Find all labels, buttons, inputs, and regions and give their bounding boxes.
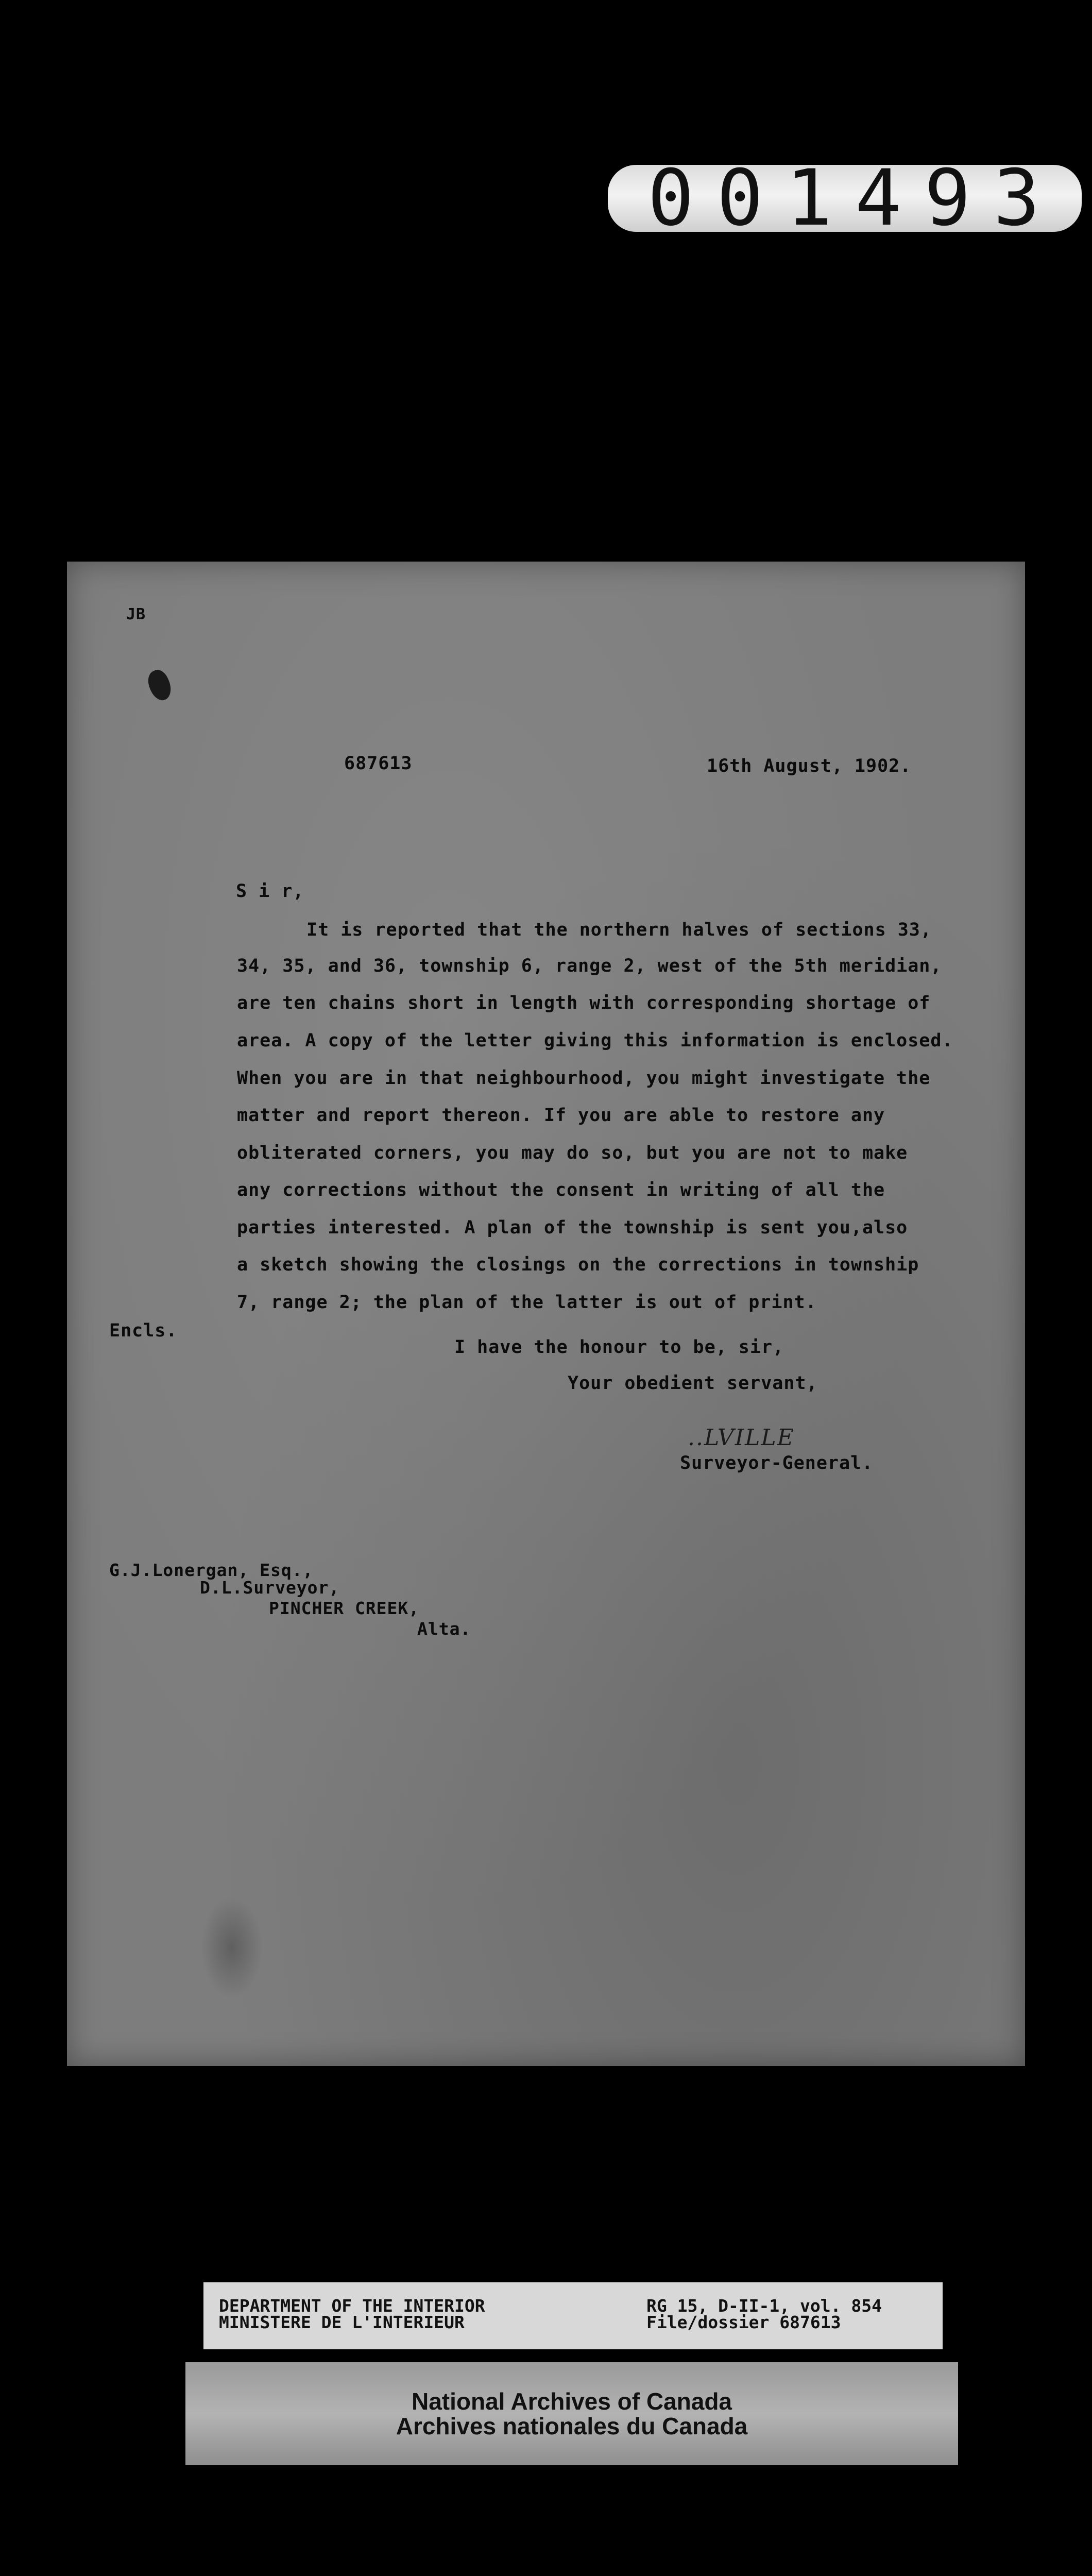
paper-smudge: [201, 1896, 263, 1999]
salutation: S i r,: [236, 881, 304, 902]
corner-mark: JB: [126, 605, 146, 623]
enclosure-note: Encls.: [109, 1320, 178, 1341]
body-line: obliterated corners, you may do so, but you are not to make: [237, 1143, 908, 1163]
body-line: When you are in that neighbourhood, you might investigate the: [237, 1068, 931, 1089]
archive-label: [203, 2282, 943, 2349]
body-line: a sketch showing the closings on the corrections in township: [237, 1255, 919, 1275]
department-english: DEPARTMENT OF THE INTERIOR: [219, 2296, 485, 2316]
addressee-line: Alta.: [417, 1619, 471, 1639]
addressee-line: PINCHER CREEK,: [269, 1598, 420, 1618]
frame-number-plate: 001493: [608, 165, 1082, 232]
archive-file-number: File/dossier 687613: [646, 2312, 841, 2332]
addressee-line: G.J.Lonergan, Esq.,: [109, 1560, 314, 1580]
body-line: It is reported that the northern halves of sections 33,: [306, 920, 932, 940]
body-line: any corrections without the consent in writing of all the: [237, 1180, 885, 1200]
signer-title: Surveyor-General.: [680, 1453, 874, 1473]
closing-line: Your obedient servant,: [568, 1373, 818, 1394]
archives-stamp: [185, 2362, 958, 2465]
body-line: are ten chains short in length with corresponding shortage of: [237, 993, 931, 1013]
body-line: matter and report thereon. If you are able to restore any: [237, 1105, 885, 1126]
archives-name-english: National Archives of Canada: [411, 2388, 732, 2415]
signature: ..LVILLE: [688, 1425, 795, 1451]
body-line: parties interested. A plan of the township is sent you,also: [237, 1217, 908, 1238]
letter-date: 16th August, 1902.: [707, 756, 912, 776]
letter-page: [67, 562, 1025, 2066]
archive-reference: RG 15, D-II-1, vol. 854: [646, 2296, 882, 2316]
archives-name-french: Archives nationales du Canada: [396, 2413, 748, 2439]
file-number: 687613: [344, 753, 413, 774]
closing-line: I have the honour to be, sir,: [454, 1337, 784, 1358]
body-line: area. A copy of the letter giving this information is enclosed.: [237, 1030, 953, 1051]
addressee-line: D.L.Surveyor,: [200, 1578, 340, 1598]
department-french: MINISTERE DE L'INTERIEUR: [219, 2312, 465, 2332]
body-line: 34, 35, and 36, township 6, range 2, west of the 5th meridian,: [237, 956, 942, 976]
body-line: 7, range 2; the plan of the latter is out of print.: [237, 1292, 817, 1313]
